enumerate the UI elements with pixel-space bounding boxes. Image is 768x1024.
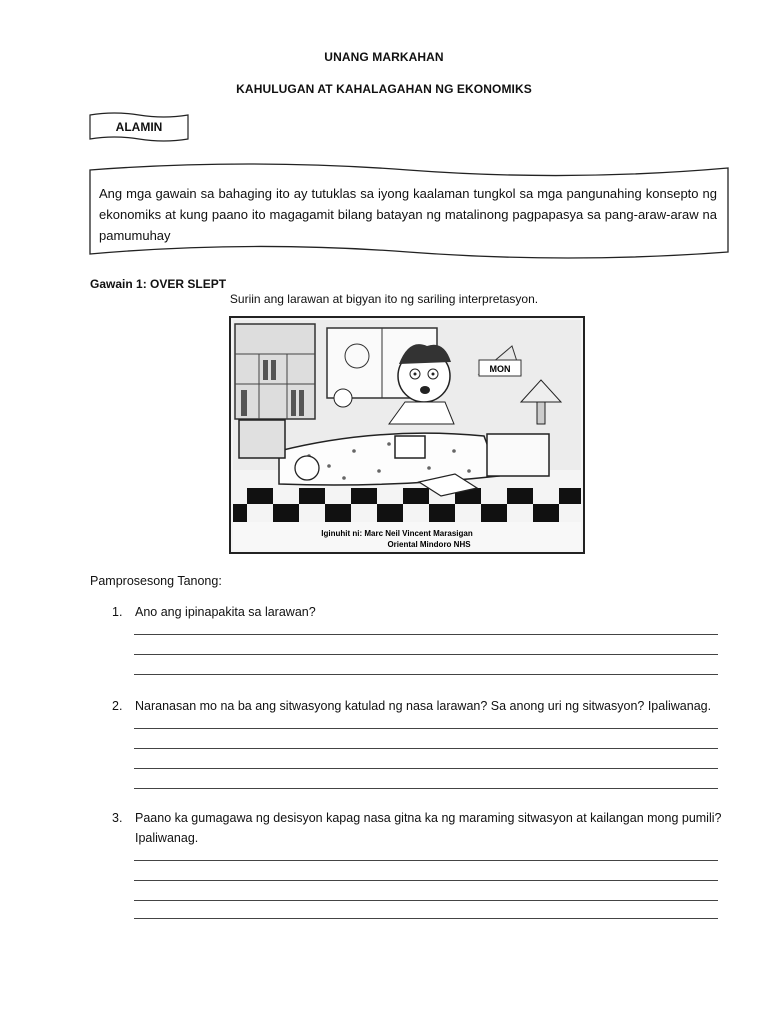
illustration-drawing [229, 316, 585, 554]
question-text: Paano ka gumagawa ng desisyon kapag nasa gitna ka ng maraming sitwasyon at kailangan mong pumili? Ipaliwanag. [135, 811, 722, 845]
question-number: 3. [112, 811, 123, 825]
quarter-heading: UNANG MARKAHAN [324, 50, 444, 64]
answer-line[interactable] [134, 860, 718, 861]
question-text: Ano ang ipinapakita sa larawan? [135, 605, 316, 619]
section-tag-label: ALAMIN [115, 120, 163, 134]
page-title: KAHULUGAN AT KAHALAGAHAN NG EKONOMIKS [236, 82, 532, 96]
activity-instruction: Suriin ang larawan at bigyan ito ng sariling interpretasyon. [229, 292, 539, 306]
question-number: 1. [112, 605, 123, 619]
answer-line[interactable] [134, 674, 718, 675]
answer-line[interactable] [134, 788, 718, 789]
answer-line[interactable] [134, 768, 718, 769]
answer-line[interactable] [134, 880, 718, 881]
intro-text: Ang mga gawain sa bahaging ito ay tutuklas sa iyong kaalaman tungkol sa mga pangunahing konsepto ng ekonomiks at kung paano ito magagamit bilang batayan ng matalinong pagpapasya sa pang-araw-araw na pamumuhay [99, 186, 717, 243]
caption-line-2: Oriental Mindoro NHS [387, 540, 471, 549]
questions-label: Pamprosesong Tanong: [90, 574, 222, 588]
answer-line[interactable] [134, 634, 718, 635]
activity-title: Gawain 1: OVER SLEPT [90, 277, 227, 291]
question-number: 2. [112, 699, 123, 713]
intro-box [88, 156, 730, 266]
answer-line[interactable] [134, 748, 718, 749]
section-tag [89, 112, 189, 140]
overslept-illustration [229, 316, 585, 554]
caption-line-1: Iginuhit ni: Marc Neil Vincent Marasigan [321, 529, 473, 538]
answer-line[interactable] [134, 900, 718, 901]
question-text: Naranasan mo na ba ang sitwasyong katulad ng nasa larawan? Sa anong uri ng sitwasyon? Ipaliwanag. [135, 699, 712, 713]
sign-text: MON [489, 364, 511, 374]
answer-line[interactable] [134, 654, 718, 655]
answer-line[interactable] [134, 918, 718, 919]
answer-line[interactable] [134, 728, 718, 729]
